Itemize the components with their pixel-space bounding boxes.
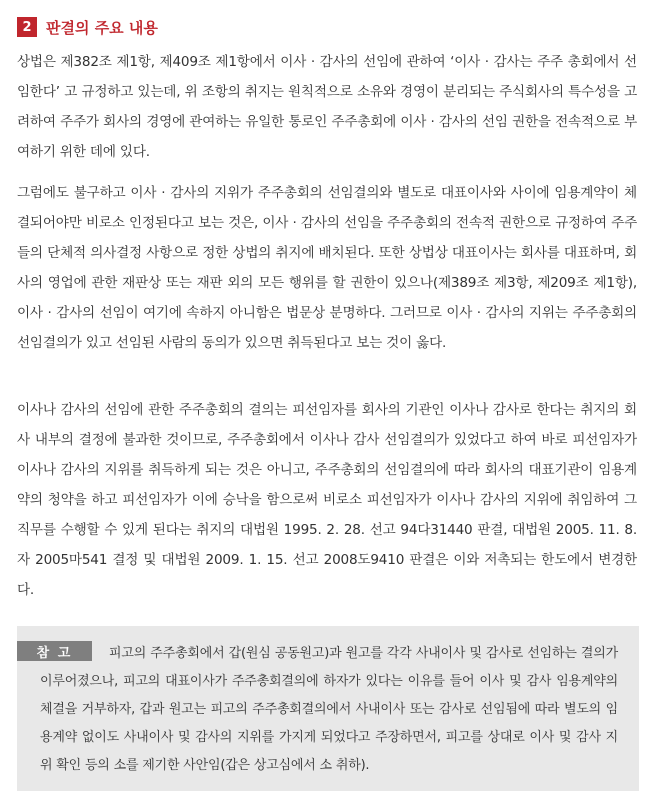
reference-note-text: 피고의 주주총회에서 갑(원심 공동원고)과 원고를 각각 사내이사 및 감사로 선임하는 결의가 이루어졌으나, 피고의 대표이사가 주주총회결의에 하자가 있다는 이유를 들어 이사 및 감사 임용계약의 체결을 거부하자, 갑과 원고는 피고의 주주총회결의에서 사내이사 또는 감사로 선임됨에 따라 별도의 임용계약 없이도 사내이사 및 감사의 지위를 가지게 되었다고 주장하면서, 피고를 상대로 이사 및 감사 지위 확인 등의 소를 제기한 사안임(갑은 상고심에서 소 취하). bbox=[40, 646, 618, 773]
section-number-badge: 2 bbox=[17, 17, 37, 37]
section-title: 판결의 주요 내용 bbox=[46, 18, 158, 37]
paragraph-1: 상법은 제382조 제1항, 제409조 제1항에서 이사 · 감사의 선임에 관하여 ‘이사 · 감사는 주주 총회에서 선임한다’ 고 규정하고 있는데, 위 조항의 취지는 원칙적으로 소유와 경영이 분리되는 주식회사의 특수성을 고려하여 주주가 회사의 경영에 관여하는 유일한 통로인 주주총회에 이사 · 감사의 선임 권한을 전속적으로 부여하기 위한 데에 있다. bbox=[17, 54, 637, 160]
paragraph-3: 이사나 감사의 선임에 관한 주주총회의 결의는 피선임자를 회사의 기관인 이사나 감사로 한다는 취지의 회사 내부의 결정에 불과한 것이므로, 주주총회에서 이사나 감사 선임결의가 있었다고 하여 바로 피선임자가 이사나 감사의 지위를 취득하게 되는 것은 아니고, 주주총회의 선임결의에 따라 회사의 대표기관이 임용계약의 청약을 하고 피선임자가 이에 승낙을 함으로써 비로소 피선임자가 이사나 감사의 지위에 취임하여 그 직무를 수행할 수 있게 된다는 취지의 대법원 1995. 2. 28. 선고 94다31440 판결, 대법원 2005. 11. 8.자 2005마541 결정 및 대법원 2009. 1. 15. 선고 2008도9410 판결은 이와 저촉되는 한도에서 변경한다. bbox=[17, 402, 637, 598]
reference-note-label: 참 고 bbox=[17, 641, 92, 661]
reference-note-box bbox=[17, 626, 639, 791]
section-header bbox=[17, 17, 158, 37]
paragraph-2: 그럼에도 불구하고 이사 · 감사의 지위가 주주총회의 선임결의와 별도로 대표이사와 사이에 임용계약이 체결되어야만 비로소 인정된다고 보는 것은, 이사 · 감사의 선임을 주주총회의 전속적 권한으로 규정하여 주주들의 단체적 의사결정 사항으로 정한 상법의 취지에 배치된다. 또한 상법상 대표이사는 회사를 대표하며, 회사의 영업에 관한 재판상 또는 재판 외의 모든 행위를 할 권한이 있으나(제389조 제3항, 제209조 제1항), 이사 · 감사의 선임이 여기에 속하지 아니함은 법문상 분명하다. 그러므로 이사 · 감사의 지위는 주주총회의 선임결의가 있고 선임된 사람의 동의가 있으면 취득된다고 보는 것이 옳다. bbox=[17, 185, 637, 351]
